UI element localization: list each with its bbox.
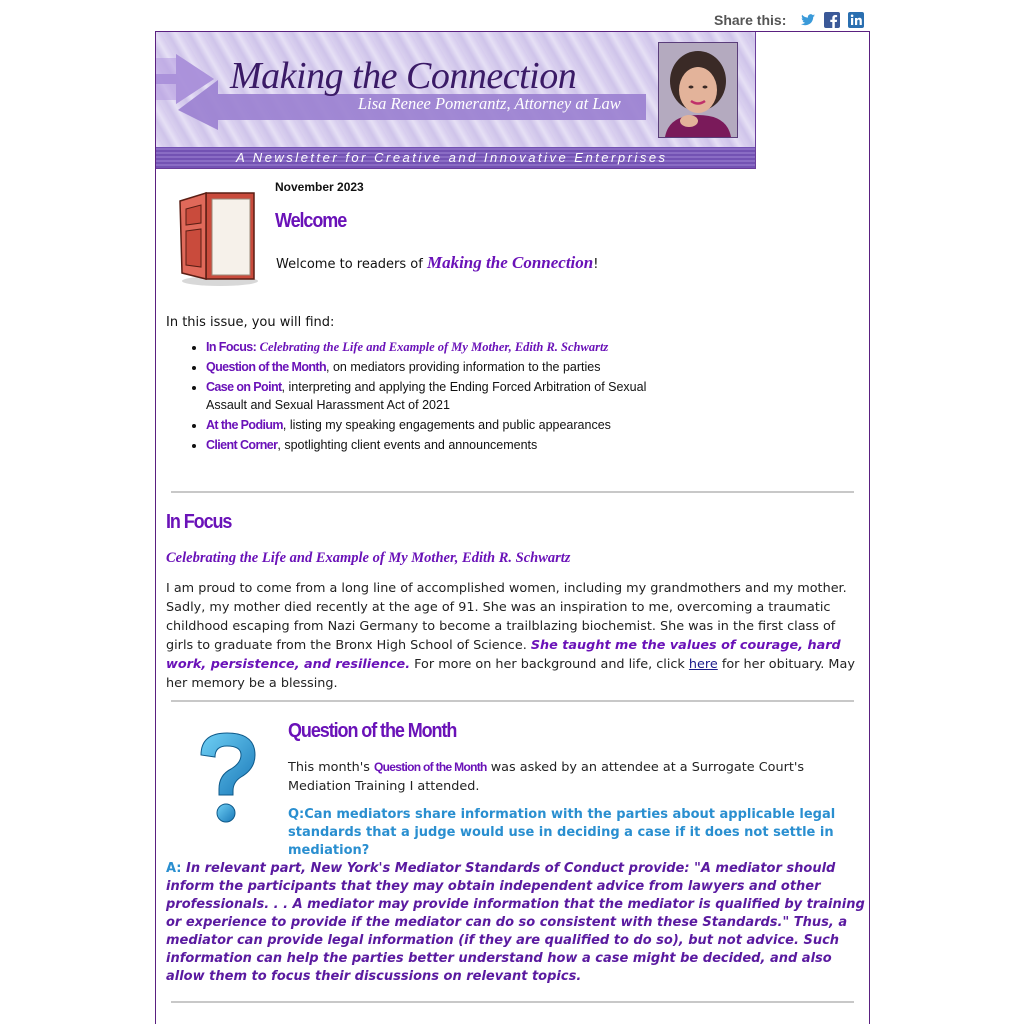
toc-key[interactable]: Case on Point [206, 380, 282, 394]
banner-tagline: A Newsletter for Creative and Innovative Enterprises [236, 150, 668, 165]
newsletter-name: Making the Connection [426, 253, 594, 272]
linkedin-icon[interactable] [848, 12, 864, 28]
toc-item [206, 416, 666, 434]
qotm-heading: Question of the Month [288, 720, 457, 742]
in-focus-emphasis: She taught me the values of courage, hard work, persistence, and resilience. [166, 638, 841, 672]
issue-intro: In this issue, you will find: [166, 315, 335, 330]
toc-key[interactable]: Question of the Month [206, 360, 327, 374]
twitter-icon[interactable] [800, 12, 816, 28]
toc-key[interactable]: In Focus: [206, 340, 257, 354]
in-focus-p1: I am proud to come from a long line of accomplished women, including my grandmothers and my mother. Sadly, my mother died recently at the age of 91. She was an inspiration to me, overcoming a traumatic childhood escaping from Nazi Germany to become a trailblazing biochemist. She was in the first class of girls to graduate from the Bronx High School of Science. [166, 581, 847, 653]
qotm-inline-label: Question of the Month [374, 760, 487, 774]
toc-desc: , on mediators providing information to the parties [326, 360, 601, 374]
divider [171, 1001, 854, 1003]
qotm-intro [288, 758, 858, 796]
divider [171, 700, 854, 702]
banner-title: Making the Connection [230, 55, 577, 97]
in-focus-subheading: Celebrating the Life and Example of My Mother, Edith R. Schwartz [166, 550, 571, 566]
issue-date: November 2023 [275, 180, 364, 194]
toc-key[interactable]: At the Podium [206, 418, 283, 432]
toc-subtitle: Celebrating the Life and Example of My Mother, Edith R. Schwartz [259, 340, 609, 354]
toc-item [206, 358, 666, 376]
author-photo [658, 42, 738, 138]
toc-desc: , spotlighting client events and announcements [277, 438, 538, 452]
answer-label: A: [166, 861, 187, 876]
open-door-icon [176, 185, 260, 287]
in-focus-p3: for her obituary. May her memory be a blessing. [166, 657, 855, 691]
question-mark-icon [193, 729, 263, 827]
table-of-contents [166, 338, 666, 456]
in-focus-heading: In Focus [166, 511, 232, 533]
qotm-question: Q:Can mediators share information with the parties about applicable legal standards that a judge would use in deciding a case if it does not settle in mediation? [288, 807, 836, 858]
welcome-heading: Welcome [275, 210, 347, 232]
qotm-intro-suffix: was asked by an attendee at a Surrogate Court's Mediation Training I attended. [288, 760, 805, 794]
newsletter-frame [155, 31, 870, 1024]
welcome-prefix: Welcome to readers of [276, 257, 427, 272]
obituary-link[interactable]: here [688, 657, 718, 672]
newsletter-banner [156, 32, 756, 169]
share-bar [714, 10, 872, 30]
in-focus-body [166, 579, 866, 693]
toc-item [206, 378, 666, 414]
toc-key[interactable]: Client Corner [206, 438, 278, 452]
banner-subtitle: Lisa Renee Pomerantz, Attorney at Law [358, 94, 621, 113]
toc-desc: , listing my speaking engagements and public appearances [282, 418, 611, 432]
answer-text: In relevant part, New York's Mediator Standards of Conduct provide: "A mediator should inform the participants that they may obtain independent advice from lawyers and other professionals. . . A mediator may provide information that the mediator is qualified by training or experience to provide if the mediator can do so consistent with these Standards." Thus, a mediator can provide legal information (if they are qualified to do so), but not advice. Such information can help the parties better understand how a case might be decided, and also allow them to focus their discussions on relevant topics. [166, 861, 865, 984]
qotm-answer [166, 860, 866, 986]
welcome-suffix: ! [593, 257, 599, 272]
in-focus-p2: For more on her background and life, click [410, 657, 689, 672]
share-label: Share this: [714, 12, 787, 28]
welcome-text [276, 253, 598, 273]
facebook-icon[interactable] [824, 12, 840, 28]
banner-tagline-bar [156, 147, 755, 168]
divider [171, 491, 854, 493]
qotm-intro-prefix: This month's [288, 760, 375, 775]
toc-item [206, 436, 666, 454]
toc-desc: , interpreting and applying the Ending Forced Arbitration of Sexual Assault and Sexual Harassment Act of 2021 [206, 380, 647, 412]
toc-item [206, 338, 666, 356]
